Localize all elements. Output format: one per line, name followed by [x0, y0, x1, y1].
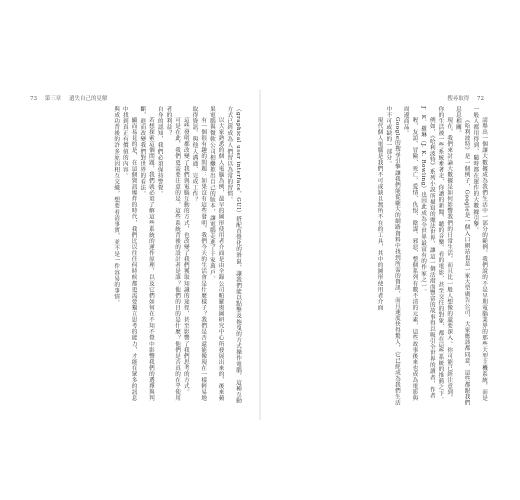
left-paragraph: 自身的認知，我們必須保持警覺。 [156, 106, 163, 197]
left-paragraph: 與成功背後的許多原因相互交織，想要看清事實，並不是一件容易的事情。 [113, 106, 120, 306]
right-paragraph: 現在，我們來討論大數據是如何影響我們的日常生活，而且比一般人想像的還要深入。你可能已經注意到，你的生活被一些系統牽著走，你讀的新聞、聽的音樂、看的電影，甚至交往的對象，都在這些系統的推薦之下。 [437, 106, 453, 403]
left-page-header [30, 94, 114, 102]
left-paragraph: 以大家熟悉的個人電腦為例，最早的圖形使用者介面是由全錄公司帕羅奧圖研究中心所發展出來的，後來蘋果電腦與微軟公司相繼推出自己的版本，讓電腦走進了千家萬戶。 [208, 106, 224, 402]
left-chapter-label: 第三章 [44, 96, 62, 102]
left-paragraph: 若想探索這個問題，我們就必須了解這些系統的運作原理，以及它們如何在不知不覺中影響我們的選擇與判斷，進而改變我們對世界的看法。 [139, 106, 154, 402]
left-page-body [30, 106, 242, 406]
book-gutter [259, 90, 261, 420]
left-paragraph: 顯而易見的是，在這個資訊爆炸的時代，我們比以往任何時候都更需要獨立思考的能力，才能在眾多的訊息中找到真正有價值的內容。 [121, 106, 137, 402]
left-paragraph: 可是在此，我們更需要注意的是，這些系統背後的設計者是誰？他們的目的是什麼？他們是否真的在乎使用者的利益？ [165, 106, 181, 402]
right-paragraph: 例如，《哈利波特》系列小說所描寫的魔法世界，讓這一個活潑而豐富的故事得以吸引全世界的讀者，作者J．K．羅琳（J. K. Rowling）也因此成為全世界最富有的作家之一。 [420, 106, 435, 399]
right-paragraph: 喔，友誼、冒險、死亡、愛情、仇恨、陰謀、邪惡，整個系列有數不清的元素，這些故事後來也成為電影與周邊商品。 [402, 106, 418, 402]
left-paragraph: 這些發明都改變了我們與電腦互動的方式，也改變了我們獲取知識的途徑，甚至影響了我們思考的方式。 [182, 117, 189, 396]
right-page-body [276, 106, 488, 406]
left-paragraph: 有一個很有趣的問題：如果沒有這些發明，我們今天的生活會是什麼樣子？我們是否還能像現在一樣輕易地取得資訊、與他人溝通、完成工作？ [191, 106, 207, 402]
right-paragraph: 請舉出一個讓大數據成為我們生活中一部分的範例。我們說的不是早期電腦業界的那些大型主機系統，而是一般人都用得到、隨時都在運作的大數據引擎。 [472, 106, 487, 402]
right-page-header [447, 94, 490, 102]
left-page-number: 73 [30, 96, 37, 102]
right-paragraph: 《哈利波特》是一個例子，Google是一個入口網站也是一家大型廣告公司，大家應該都同意，這些都跟我們息息相關。 [454, 106, 470, 406]
right-paragraph: Google的搜尋引擎讓我們能從龐大的網路資料中找到所需的資訊，而且速度快得驚人，它已經成為我們生活中不可或缺的一部分。 [385, 106, 400, 406]
right-page-number: 72 [477, 96, 484, 102]
left-paragraph: （graphical user interface，GUI）搭配直覺化的滑鼠，讓我們能以點擊及拖曳的方式操作電腦，這種互動方式已經成為人們習以為常的習慣。 [226, 106, 241, 404]
left-chapter-title: 遺失自己的見解 [69, 96, 108, 102]
right-paragraph: 現代個人電腦是我們不可或缺且無所不在的工具，其中的圖形使用者介面 [376, 117, 383, 311]
right-section-title: 搜尋取得 [447, 96, 470, 102]
